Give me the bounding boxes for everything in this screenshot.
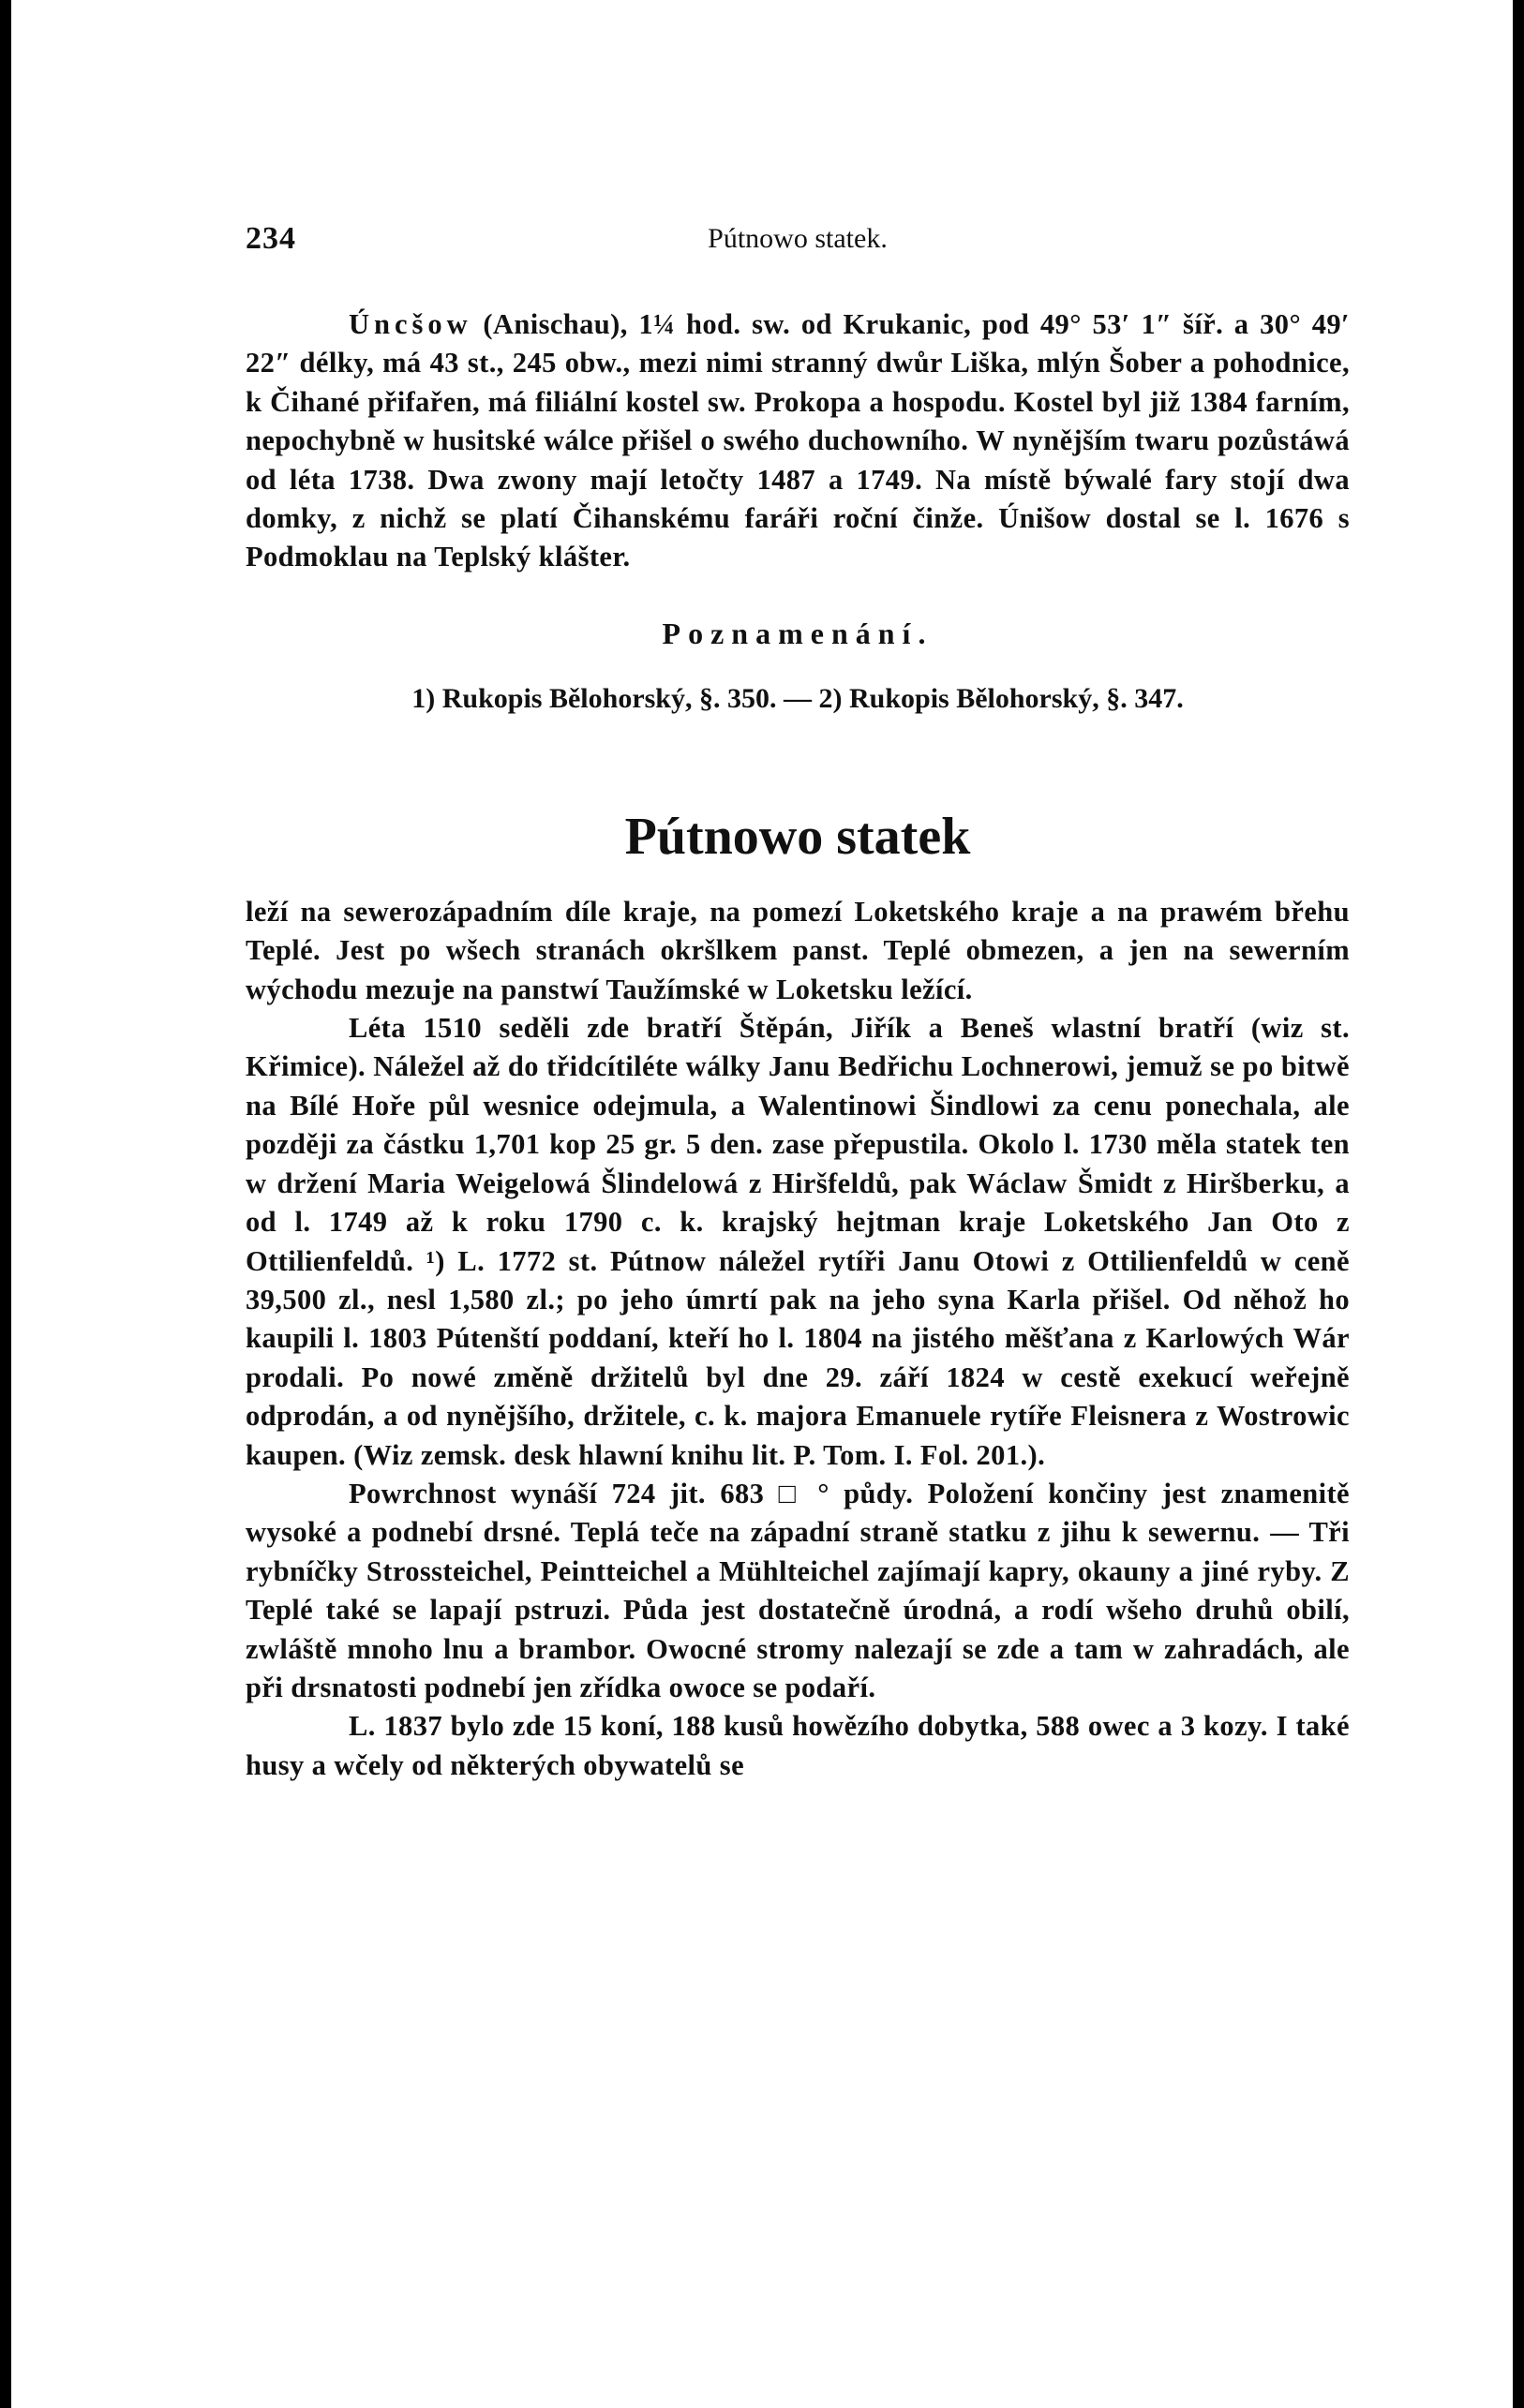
left-frame-border (0, 0, 11, 2408)
right-frame-border (1513, 0, 1524, 2408)
article-title: Pútnowo statek (624, 807, 971, 866)
entry-title: Úncšow (349, 308, 472, 340)
article-paragraph: leží na sewerozápadním díle kraje, na pomezí Loketského kraje a na prawém břehu Teplé. Jest po wšech stranách okršlkem panst. Teplé obmezen, a jen na sewerním wýchodu mezuje na panstwí Taužímské w Loketsku ležící. (246, 895, 1350, 1005)
article-paragraph: Léta 1510 seděli zde bratří Štěpán, Jiřík a Beneš wlastní bratří (wiz st. Křimice). Náležel až do třidcítiléte wálky Janu Bedřichu Lochnerowi, jemuž se po bitwě na Bílé Hoře půl wesnice odejmula, a Walentinowi Šindlowi za cenu ponechala, ale později za částku 1,701 kop 25 gr. 5 den. zase přepustila. Okolo l. 1730 měla statek ten w držení Maria Weigelowá Šlindelowá z Hiršfeldů, pak Wáclaw Šmidt z Hiršberku, a od l. 1749 až k roku 1790 c. k. krajský hejtman kraje Loketského Jan Oto z Ottilienfeldů. ¹) L. 1772 st. Pútnow náležel rytíři Janu Otowi z Ottilienfeldů w ceně 39,500 zl., nesl 1,580 zl.; po jeho úmrtí pak na jeho syna Karla přišel. Od něhož ho kaupili l. 1803 Pútenští poddaní, kteří ho l. 1804 na jistého měšťana z Karlowých Wár prodali. Po nowé změně držitelů byl dne 29. září 1824 w cestě exekucí weřejně odprodán, a od nynějšího, držitele, c. k. majora Emanuele rytíře Fleisnera z Wostrowic kaupen. (Wiz zemsk. desk hlawní knihu lit. P. Tom. I. Fol. 201.). (246, 1012, 1350, 1471)
entry-text: (Anischau), 1¼ hod. sw. od Krukanic, pod 49° 53′ 1″ šíř. a 30° 49′ 22″ délky, má 43 st., 245 obw., mezi nimi stranný dwůr Liška, mlýn Šober a pohodnice, k Čihané přifařen, má filiální kostel sw. Prokopa a hospodu. Kostel byl již 1384 farním, nepochybně w husitské wálce přišel o swého duchowního. W nynějším twaru pozůstáwá od léta 1738. Dwa zwony mají letočty 1487 a 1749. Na místě býwalé fary stojí dwa domky, z nichž se platí Čihanskému faráři roční činže. Únišow dostal se l. 1676 s Podmoklau na Teplský klášter. (246, 308, 1350, 573)
book-page (246, 216, 1350, 1785)
article-paragraph: Powrchnost wynáší 724 jit. 683 □ ° půdy. Položení končiny jest znamenitě wysoké a podnebí drsné. Teplá teče na západní straně statku z jihu k sewernu. — Tři rybníčky Strossteichel, Peintteichel a Mühlteichel zajímají kapry, okauny a jiné ryby. Z Teplé také se lapají pstruzi. Půda jest dostatečně úrodná, a rodí wšeho druhů obilí, zwláště mnoho lnu a brambor. Owocné stromy nalezají se zde a tam w zahradách, ale při drsnatosti podnebí jen zřídka owoce se podaří. (246, 1477, 1350, 1703)
footnotes: 1) Rukopis Bělohorský, §. 350. — 2) Rukopis Bělohorský, §. 347. (411, 682, 1184, 714)
article-paragraph: L. 1837 bylo zde 15 koní, 188 kusů howězího dobytka, 588 owec a 3 kozy. I také husy a wčely od některých obywatelů se (246, 1710, 1350, 1781)
entry-unisow (246, 305, 1350, 577)
notes-heading: Poznamenání. (662, 616, 934, 650)
running-head (246, 216, 1350, 272)
running-title: Pútnowo statek. (708, 223, 888, 254)
page-number: 234 (246, 221, 296, 256)
